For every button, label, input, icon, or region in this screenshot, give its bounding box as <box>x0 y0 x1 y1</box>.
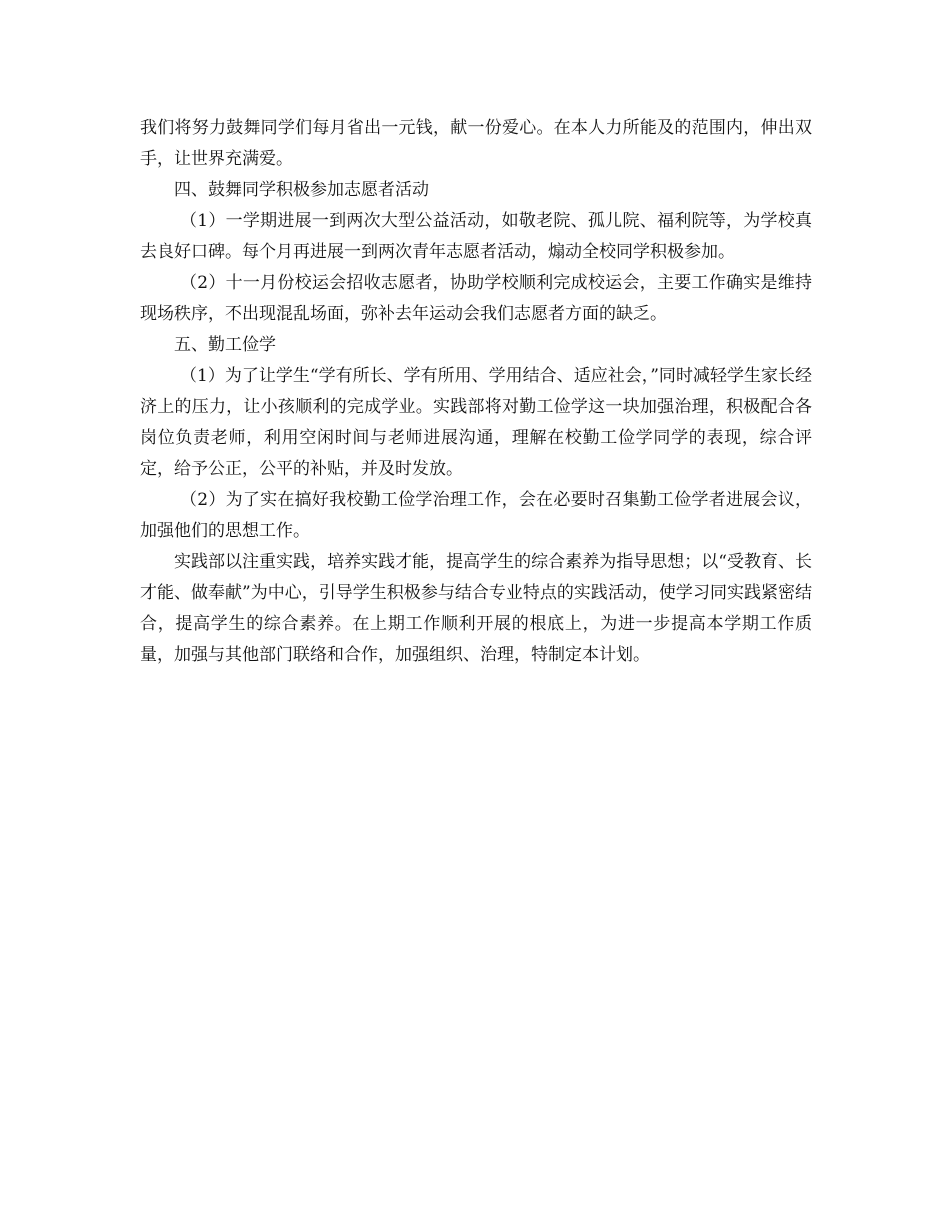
paragraph-work-study-item-2: （2）为了实在搞好我校勤工俭学治理工作，会在必要时召集勤工俭学者进展会议，加强他们的思想工作。 <box>140 490 812 541</box>
section-heading-volunteer: 四、鼓舞同学积极参加志愿者活动 <box>174 180 429 200</box>
paragraph-donation: 我们将努力鼓舞同学们每月省出一元钱，献一份爱心。在本人力所能及的范围内，伸出双手，让世界充满爱。 <box>140 118 812 169</box>
paragraph-summary: 实践部以注重实践，培养实践才能，提高学生的综合素养为指导思想；以“受教育、长才能、做奉献”为中心，引导学生积极参与结合专业特点的实践活动，使学习同实践紧密结合，提高学生的综合素养。在上期工作顺利开展的根底上，为进一步提高本学期工作质量，加强与其他部门联络和合作，加强组织、治理，特制定本计划。 <box>140 552 812 665</box>
paragraph-volunteer-item-2: （2）十一月份校运会招收志愿者，协助学校顺利完成校运会，主要工作确实是维持现场秩序，不出现混乱场面，弥补去年运动会我们志愿者方面的缺乏。 <box>140 273 812 324</box>
document-body <box>140 113 812 671</box>
section-heading-work-study: 五、勤工俭学 <box>174 335 276 355</box>
paragraph-volunteer-item-1: （1）一学期进展一到两次大型公益活动，如敬老院、孤儿院、福利院等，为学校真去良好口碑。每个月再进展一到两次青年志愿者活动，煽动全校同学积极参加。 <box>140 211 812 262</box>
paragraph-work-study-item-1: （1）为了让学生“学有所长、学有所用、学用结合、适应社会，”同时减轻学生家长经济上的压力，让小孩顺利的完成学业。实践部将对勤工俭学这一块加强治理，积极配合各岗位负责老师，利用空闲时间与老师进展沟通，理解在校勤工俭学同学的表现，综合评定，给予公正，公平的补贴，并及时发放。 <box>140 366 812 479</box>
